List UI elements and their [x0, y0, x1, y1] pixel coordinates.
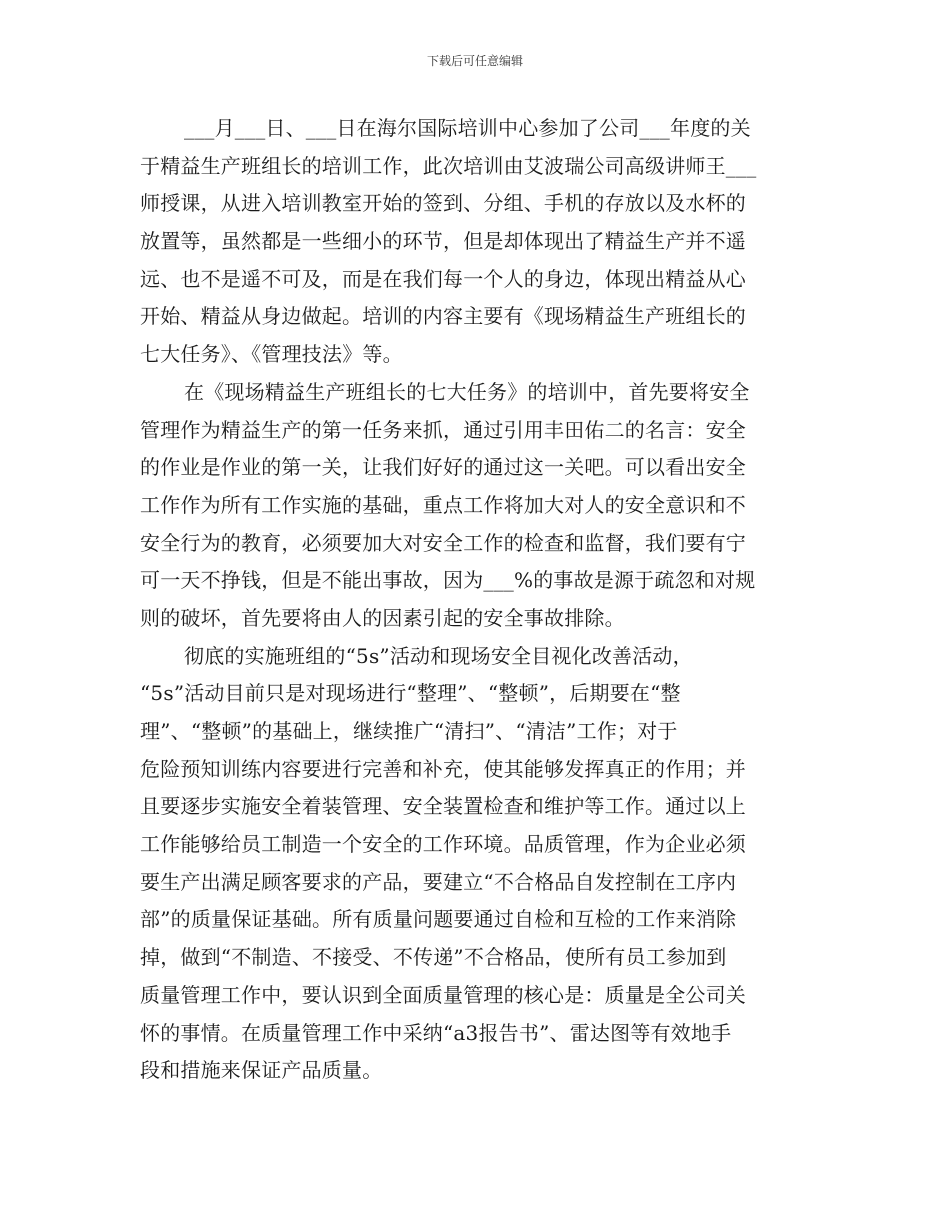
- paragraph-3-line: 工作能够给员工制造一个安全的工作环境。品质管理，作为企业必须: [140, 832, 746, 857]
- paragraph-1-line: 七大任务》、《管理技法》等。: [140, 342, 403, 367]
- paragraph-3-line: “5s”活动目前只是对现场进行“整理”、“整顿”，后期要在“整: [140, 681, 681, 706]
- paragraph-3-line: 怀的事情。在质量管理工作中采纳“a3报告书”、雷达图等有效地手: [140, 1020, 732, 1045]
- paragraph-3-line: 危险预知训练内容要进行完善和补充，使其能够发挥真正的作用；并: [140, 756, 746, 781]
- paragraph-1-line: 开始、精益从身边做起。培训的内容主要有《现场精益生产班组长的: [140, 304, 746, 329]
- paragraph-3-line: 部”的质量保证基础。所有质量问题要通过自检和互检的工作来消除: [140, 907, 737, 932]
- page-header: 下载后可任意编辑: [426, 54, 523, 68]
- paragraph-2-line: 在《现场精益生产班组长的七大任务》的培训中，首先要将安全: [184, 379, 750, 404]
- paragraph-2-line: 管理作为精益生产的第一任务来抓，通过引用丰田佑二的名言：安全: [140, 417, 746, 442]
- paragraph-3-line: 理”、“整顿”的基础上，继续推广“清扫”、“清洁”工作；对于: [140, 719, 678, 743]
- paragraph-3-line: 要生产出满足顾客要求的产品，要建立“不合格品自发控制在工序内: [140, 869, 737, 894]
- paragraph-2-line: 则的破坏，首先要将由人的因素引起的安全事故排除。: [140, 605, 625, 630]
- paragraph-3-line: 段和措施来保证产品质量。: [140, 1058, 383, 1083]
- paragraph-3-line: 彻底的实施班组的“5s”活动和现场安全目视化改善活动，: [184, 643, 693, 668]
- paragraph-3-line: 且要逐步实施安全着装管理、安全装置检查和维护等工作。通过以上: [140, 794, 746, 819]
- paragraph-1-line: 放置等，虽然都是一些细小的环节，但是却体现出了精益生产并不遥: [140, 229, 746, 254]
- paragraph-2-line: 安全行为的教育，必须要加大对安全工作的检查和监督，我们要有宁: [140, 530, 746, 555]
- paragraph-3-line: 掉，做到“不制造、不接受、不传递”不合格品，使所有员工参加到: [140, 945, 727, 970]
- paragraph-2-line: 的作业是作业的第一关，让我们好好的通过这一关吧。可以看出安全: [140, 455, 746, 480]
- paragraph-1-line: ___月___日、___日在海尔国际培训中心参加了公司___年度的关: [184, 116, 751, 140]
- paragraph-1-line: 于精益生产班组长的培训工作，此次培训由艾波瑞公司高级讲师王___: [140, 153, 757, 178]
- document-body: [140, 110, 800, 1090]
- paragraph-3-line: 质量管理工作中，要认识到全面质量管理的核心是：质量是全公司关: [140, 982, 746, 1007]
- paragraph-1-line: 师授课，从进入培训教室开始的签到、分组、手机的存放以及水杯的: [140, 191, 746, 216]
- paragraph-1-line: 远、也不是遥不可及，而是在我们每一个人的身边，体现出精益从心: [140, 266, 746, 291]
- paragraph-2-line: 工作作为所有工作实施的基础，重点工作将加大对人的安全意识和不: [140, 492, 746, 517]
- paragraph-2-line: 可一天不挣钱，但是不能出事故，因为___%的事故是源于疏忽和对规: [140, 568, 756, 593]
